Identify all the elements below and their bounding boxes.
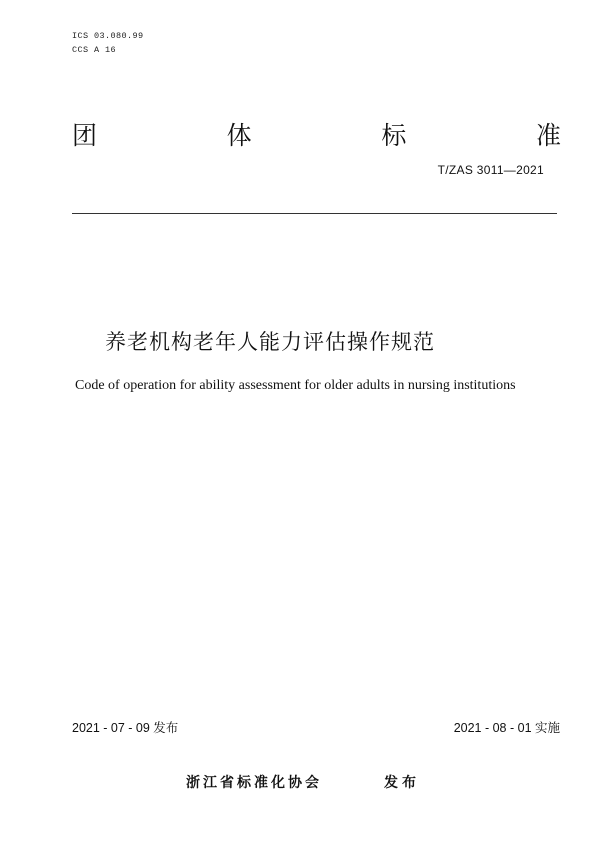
standard-type-char: 团: [72, 121, 99, 150]
ccs-code: CCS A 16: [72, 45, 117, 55]
issue-date: 2021 - 07 - 09 发布: [72, 721, 179, 735]
publisher-name: 浙江省标准化协会: [186, 775, 322, 791]
publish-label: 发布: [384, 775, 420, 791]
ics-code: ICS 03.080.99: [72, 31, 144, 41]
chinese-title: 养老机构老年人能力评估操作规范: [105, 330, 435, 354]
standard-type-char: 准: [535, 121, 562, 150]
standard-type-heading: [72, 116, 562, 152]
standard-type-char: 标: [381, 121, 408, 150]
standard-number: T/ZAS 3011—2021: [437, 163, 544, 177]
header-divider: [72, 213, 557, 214]
implementation-date: 2021 - 08 - 01 实施: [453, 721, 560, 735]
standard-type-char: 体: [226, 121, 253, 150]
english-title: Code of operation for ability assessment for older adults in nursing institutions: [75, 378, 516, 393]
